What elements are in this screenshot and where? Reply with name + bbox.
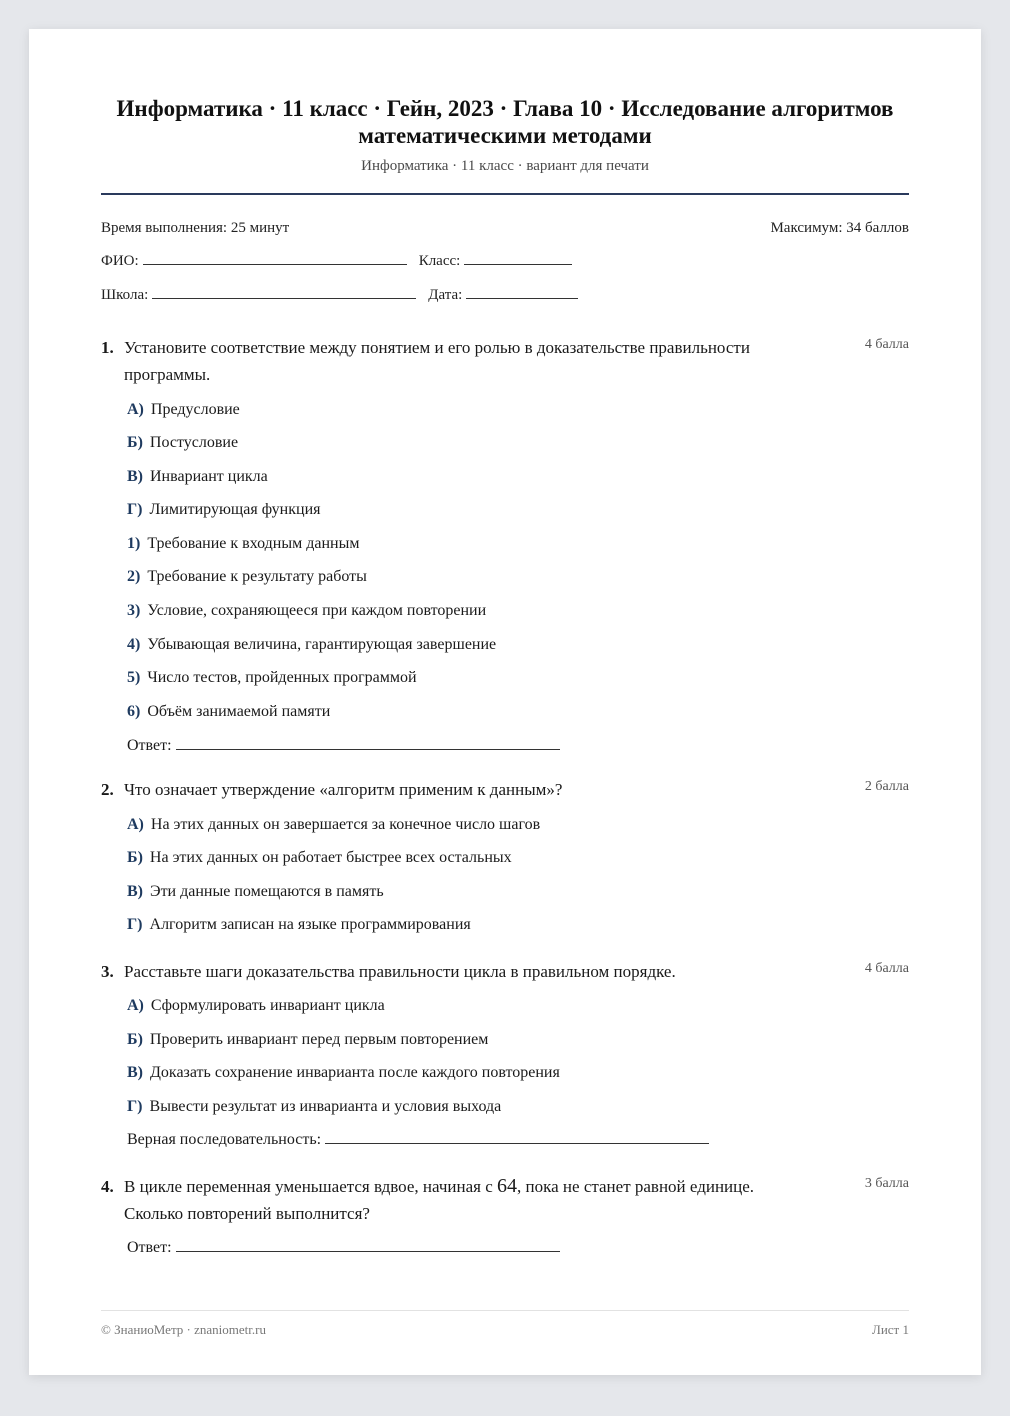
option-label: А) — [127, 401, 144, 418]
option-text: Требование к входным данным — [147, 535, 360, 552]
question-number: 4. — [101, 1177, 114, 1196]
option — [127, 634, 496, 656]
option-text: Объём занимаемой памяти — [147, 703, 331, 720]
answer-label: Ответ: — [127, 1239, 172, 1256]
option — [127, 600, 486, 622]
question-text: Что означает утверждение «алгоритм применим к данным»? — [124, 780, 563, 799]
question-text-number: 64 — [497, 1175, 518, 1197]
date-input-line[interactable] — [466, 297, 578, 299]
option-text: Убывающая величина, гарантирующая завершение — [147, 636, 497, 653]
page-content — [101, 29, 909, 1375]
answer-input-line[interactable] — [176, 748, 560, 750]
question-text: Установите соответствие между понятием и его ролью в доказательстве правильности программы. — [124, 338, 750, 384]
worksheet-page — [29, 29, 981, 1375]
option-label: Б) — [127, 849, 143, 866]
option-label: В) — [127, 1064, 143, 1081]
option-text: Лимитирующая функция — [149, 501, 321, 518]
option-label: 2) — [127, 568, 141, 585]
fio-input-line[interactable] — [143, 263, 407, 265]
option — [127, 1096, 501, 1118]
question-text-start: В цикле переменная уменьшается вдвое, начиная с — [124, 1177, 498, 1196]
question-points: 2 балла — [864, 779, 909, 794]
option-label: В) — [127, 468, 143, 485]
school-input-line[interactable] — [152, 297, 416, 299]
option — [127, 881, 384, 903]
option-text: Алгоритм записан на языке программирования — [149, 916, 471, 933]
option — [127, 667, 417, 689]
answer-label: Верная последовательность: — [127, 1131, 322, 1148]
option-text: Сформулировать инвариант цикла — [150, 997, 385, 1014]
option — [127, 995, 385, 1017]
option-text: Инвариант цикла — [150, 468, 268, 485]
option-label: 3) — [127, 602, 141, 619]
question-number: 1. — [101, 338, 114, 357]
student-fields-row-2 — [101, 287, 590, 304]
option-text: Проверить инвариант перед первым повторением — [149, 1031, 489, 1048]
footer-page-number: Лист 1 — [872, 1322, 909, 1337]
footer-copyright: © ЗнаниоМетр · znaniometr.ru — [101, 1322, 266, 1337]
fio-label: ФИО: — [101, 253, 139, 269]
option-label: Б) — [127, 434, 143, 451]
option-label: В) — [127, 883, 143, 900]
option — [127, 914, 471, 936]
class-label: Класс: — [418, 253, 461, 269]
question-text-end: , пока не станет равной единице. Сколько повторений выполнится? — [124, 1177, 755, 1223]
option — [127, 1062, 560, 1084]
option — [127, 432, 238, 454]
option-text: Доказать сохранение инварианта после каждого повторения — [150, 1064, 560, 1081]
option-text: Вывести результат из инварианта и условия выхода — [149, 1098, 502, 1115]
meta-row — [101, 220, 909, 237]
option-label: 4) — [127, 636, 141, 653]
option-text: Эти данные помещаются в память — [150, 883, 384, 900]
option — [127, 566, 367, 588]
question-text — [124, 1173, 797, 1227]
option-label: 1) — [127, 535, 141, 552]
option — [127, 499, 320, 521]
question-text: Расставьте шаги доказательства правильности цикла в правильном порядке. — [124, 962, 676, 981]
answer-label: Ответ: — [127, 737, 172, 754]
option-label: Б) — [127, 1031, 143, 1048]
option-label: Г) — [127, 501, 143, 518]
answer-row — [127, 735, 572, 757]
option — [127, 399, 240, 421]
option — [127, 533, 359, 555]
student-fields-row-1 — [101, 253, 584, 270]
question-points: 4 балла — [864, 961, 909, 976]
option-text: Предусловие — [150, 401, 240, 418]
option — [127, 814, 540, 836]
option-label: Г) — [127, 916, 143, 933]
page-title: Информатика · 11 класс · Гейн, 2023 · Глава 10 · Исследование алгоритмов математическими методами — [116, 96, 894, 148]
option-label: 6) — [127, 703, 141, 720]
option — [127, 847, 512, 869]
option-text: Постусловие — [149, 434, 239, 451]
answer-row — [127, 1237, 572, 1259]
question-points: 3 балла — [864, 1176, 909, 1191]
option-label: Г) — [127, 1098, 143, 1115]
option-text: На этих данных он завершается за конечное число шагов — [150, 816, 541, 833]
option — [127, 466, 268, 488]
option-text: На этих данных он работает быстрее всех остальных — [149, 849, 512, 866]
option — [127, 1029, 488, 1051]
option-label: А) — [127, 997, 144, 1014]
max-points: Максимум: 34 баллов — [770, 220, 909, 236]
option-text: Число тестов, пройденных программой — [147, 669, 417, 686]
date-label: Дата: — [428, 287, 463, 303]
question-number: 2. — [101, 780, 114, 799]
time-limit: Время выполнения: 25 минут — [101, 220, 290, 236]
class-input-line[interactable] — [464, 263, 572, 265]
option-text: Требование к результату работы — [147, 568, 367, 585]
title-divider — [101, 193, 909, 195]
option — [127, 701, 330, 723]
page-subtitle: Информатика · 11 класс · вариант для печати — [361, 158, 649, 174]
answer-input-line[interactable] — [176, 1250, 560, 1252]
option-label: А) — [127, 816, 144, 833]
option-text: Условие, сохраняющееся при каждом повторении — [147, 602, 487, 619]
option-label: 5) — [127, 669, 141, 686]
answer-row — [127, 1129, 721, 1151]
question-points: 4 балла — [864, 337, 909, 352]
footer-divider — [101, 1310, 909, 1311]
question-number: 3. — [101, 962, 114, 981]
school-label: Школа: — [101, 287, 149, 303]
answer-input-line[interactable] — [325, 1142, 709, 1144]
